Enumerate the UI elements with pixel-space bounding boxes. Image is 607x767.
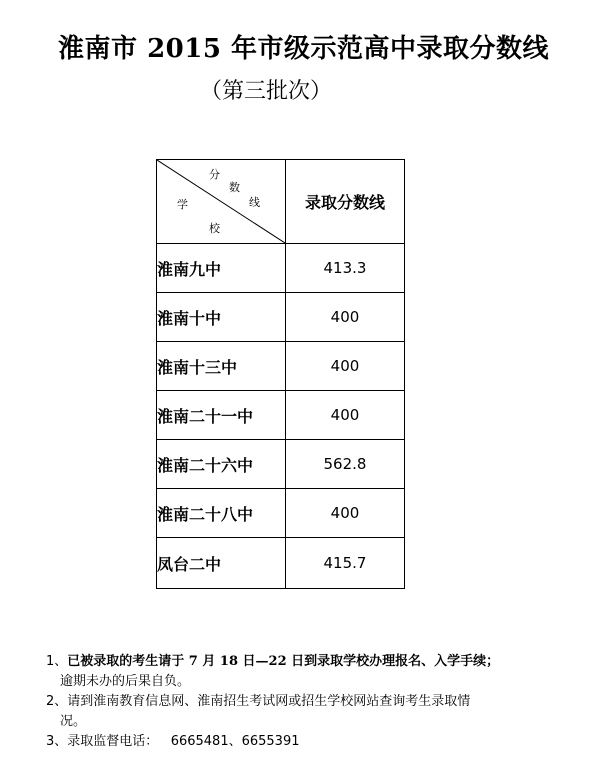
score-value: 400	[286, 489, 405, 538]
table-header-row	[157, 160, 405, 244]
school-name: 淮南二十一中	[157, 391, 286, 440]
school-name: 淮南二十八中	[157, 489, 286, 538]
school-name: 淮南十三中	[157, 342, 286, 391]
note-text-continuation: 逾期未办的后果自负。	[60, 674, 191, 689]
note-text-continuation: 况。	[60, 714, 87, 729]
notes-section	[46, 652, 586, 752]
header-label-score-char: 线	[249, 196, 260, 209]
note-label: 录取监督电话：	[67, 734, 159, 749]
score-value: 562.8	[286, 440, 405, 489]
page-title: 淮南市 2015 年市级示范高中录取分数线	[58, 34, 549, 64]
page-subtitle: （第三批次）	[200, 79, 333, 104]
school-name: 淮南二十六中	[157, 440, 286, 489]
score-value: 413.3	[286, 244, 405, 293]
table-row	[157, 440, 405, 489]
header-label-school-char: 校	[209, 222, 220, 235]
table-row	[157, 489, 405, 538]
school-name: 淮南十中	[157, 293, 286, 342]
table-row	[157, 293, 405, 342]
score-value: 400	[286, 342, 405, 391]
header-label-score-char: 分	[209, 168, 220, 181]
score-value: 400	[286, 293, 405, 342]
note-number: 1、	[46, 654, 68, 669]
score-value: 400	[286, 391, 405, 440]
table-row	[157, 538, 405, 589]
score-table	[156, 159, 405, 589]
header-diagonal-cell	[157, 160, 286, 244]
header-label-school-char: 学	[177, 198, 188, 211]
note-item-1	[46, 652, 586, 692]
table-row	[157, 342, 405, 391]
score-value: 415.7	[286, 538, 405, 589]
note-number: 2、	[46, 694, 68, 709]
note-number: 3、	[46, 734, 68, 749]
note-text: 已被录取的考生请于 7 月 18 日—22 日到录取学校办理报名、入学手续；	[67, 654, 500, 669]
header-score-label: 录取分数线	[286, 160, 405, 244]
note-item-3	[46, 732, 586, 752]
school-name: 凤台二中	[157, 538, 286, 589]
table-row	[157, 244, 405, 293]
school-name: 淮南九中	[157, 244, 286, 293]
phone-numbers: 6665481、6655391	[170, 734, 300, 749]
table-row	[157, 391, 405, 440]
header-label-score-char: 数	[229, 181, 240, 194]
note-item-2	[46, 692, 586, 732]
note-text: 请到淮南教育信息网、淮南招生考试网或招生学校网站查询考生录取情	[67, 694, 471, 709]
